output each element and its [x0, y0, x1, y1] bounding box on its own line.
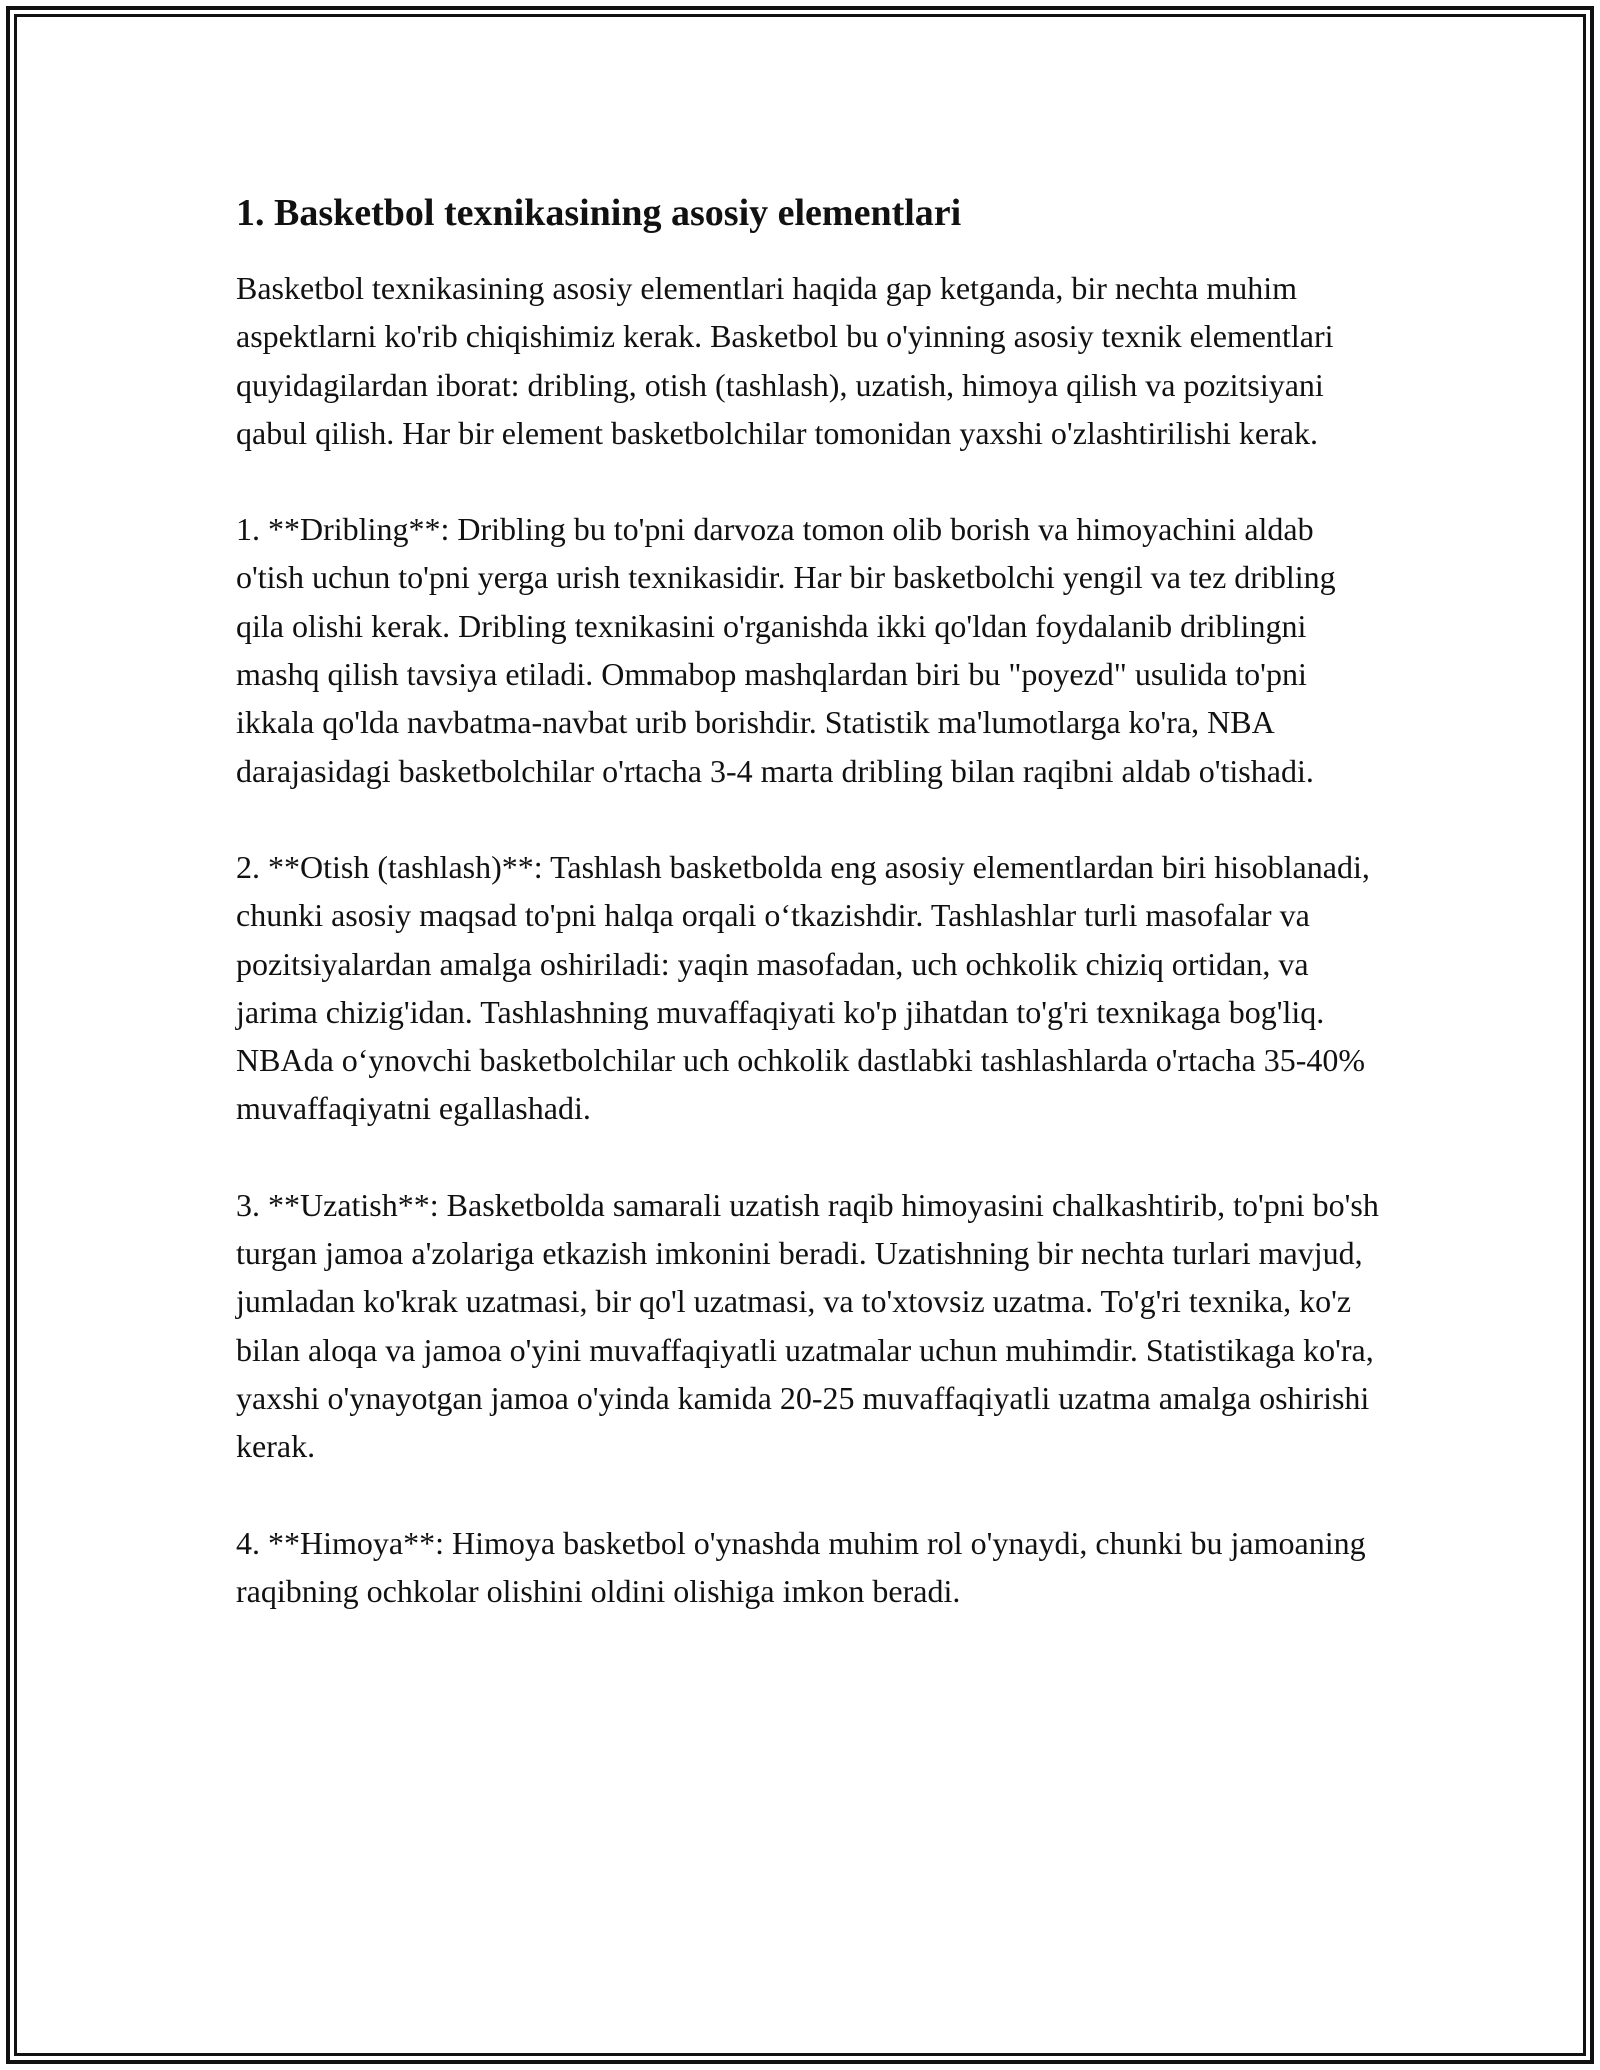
document-body — [236, 186, 1386, 1663]
himoya-paragraph: 4. **Himoya**: Himoya basketbol o'ynashda muhim rol o'ynaydi, chunki bu jamoaning raqibning ochkolar olishini oldini olishiga imkon beradi. — [236, 1524, 1366, 1609]
uzatish-paragraph: 3. **Uzatish**: Basketbolda samarali uzatish raqib himoyasini chalkashtirib, to'pni bo'sh turgan jamoa a'zolariga etkazish imkonini beradi. Uzatishning bir nechta turlari mavjud, jumladan ko'krak uzatmasi, bir qo'l uzatmasi, va to'xtovsiz uzatma. To'g'ri texnika, ko'z bilan aloqa va jamoa o'yini muvaffaqiyatli uzatmalar uchun muhimdir. Statistikaga ko'ra, yaxshi o'ynayotgan jamoa o'yinda kamida 20-25 muvaffaqiyatli uzatma amalga oshirishi kerak. — [236, 1186, 1379, 1465]
dribling-paragraph: 1. **Dribling**: Dribling bu to'pni darvoza tomon olib borish va himoyachini aldab o'tish uchun to'pni yerga urish texnikasidir. Har bir basketbolchi yengil va tez dribling qila olishi kerak. Dribling texnikasini o'rganishda ikki qo'ldan foydalanib driblingni mashq qilish tavsiya etiladi. Ommabop mashqlardan biri bu "poyezd" usulida to'pni ikkala qo'lda navbatma-navbat urib borishdir. Statistik ma'lumotlarga ko'ra, NBA darajasidagi basketbolchilar o'rtacha 3-4 marta dribling bilan raqibni aldab o'tishadi. — [236, 511, 1336, 789]
intro-paragraph: Basketbol texnikasining asosiy elementlari haqida gap ketganda, bir nechta muhim aspektlarni ko'rib chiqishimiz kerak. Basketbol bu o'yinning asosiy texnik elementlari quyidagilardan iborat: dribling, otish (tashlash), uzatish, himoya qilish va pozitsiyani qabul qilish. Har bir element basketbolchilar tomonidan yaxshi o'zlashtirilishi kerak. — [236, 270, 1334, 451]
otish-paragraph: 2. **Otish (tashlash)**: Tashlash basketbolda eng asosiy elementlardan biri hisoblanadi, chunki asosiy maqsad to'pni halqa orqali o‘tkazishdir. Tashlashlar turli masofalar va pozitsiyalardan amalga oshiriladi: yaqin masofadan, uch ochkolik chiziq ortidan, va jarima chizig'idan. Tashlashning muvaffaqiyati ko'p jihatdan to'g'ri texnikaga bog'liq. NBAda o‘ynovchi basketbolchilar uch ochkolik dastlabki tashlashlarda o'rtacha 35-40% muvaffaqiyatni egallashadi. — [236, 848, 1370, 1127]
page-title: 1. Basketbol texnikasining asosiy elementlari — [236, 192, 962, 234]
